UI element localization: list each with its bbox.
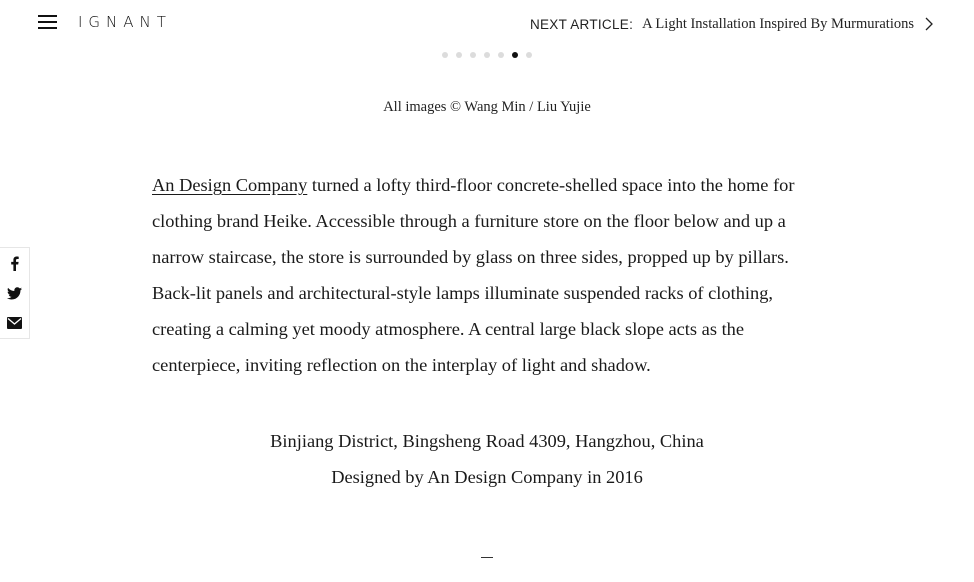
gallery-dot[interactable] bbox=[456, 52, 462, 58]
designer-link[interactable]: An Design Company bbox=[152, 175, 308, 195]
gallery-dot[interactable] bbox=[526, 52, 532, 58]
next-article-label: NEXT ARTICLE: bbox=[529, 16, 634, 32]
chevron-right-icon bbox=[922, 17, 936, 31]
article-paragraph bbox=[152, 167, 832, 383]
image-credit: All images © Wang Min / Liu Yujie bbox=[383, 99, 591, 115]
site-logo[interactable]: IGNANT bbox=[78, 13, 172, 31]
gallery-pagination bbox=[442, 52, 532, 58]
gallery-dot[interactable] bbox=[484, 52, 490, 58]
project-details bbox=[0, 423, 974, 495]
project-designer: Designed by An Design Company in 2016 bbox=[331, 467, 643, 487]
gallery-dot[interactable] bbox=[470, 52, 476, 58]
next-article-title: A Light Installation Inspired By Murmurations bbox=[642, 15, 914, 32]
gallery-dot[interactable] bbox=[442, 52, 448, 58]
gallery-dot[interactable] bbox=[512, 52, 518, 58]
twitter-icon[interactable] bbox=[0, 278, 29, 308]
share-bar bbox=[0, 247, 30, 339]
next-article-link[interactable] bbox=[530, 15, 936, 33]
gallery-dot[interactable] bbox=[498, 52, 504, 58]
hamburger-menu-icon[interactable] bbox=[38, 15, 57, 30]
article-text: turned a lofty third-floor concrete-shelled space into the home for clothing brand Heike. Accessible through a furniture store on the floor below and up a narrow staircase, the store is surrounded by glass on three sides, propped up by pillars. Back-lit panels and architectural-style lamps illuminate suspended racks of clothing, creating a calming yet moody atmosphere. A central large black slope acts as the centerpiece, inviting reflection on the interplay of light and shadow. bbox=[152, 175, 795, 375]
section-divider bbox=[481, 557, 493, 558]
email-icon[interactable] bbox=[0, 308, 29, 338]
site-header bbox=[0, 0, 974, 46]
facebook-icon[interactable] bbox=[0, 248, 29, 278]
project-address: Binjiang District, Bingsheng Road 4309, Hangzhou, China bbox=[270, 431, 704, 451]
